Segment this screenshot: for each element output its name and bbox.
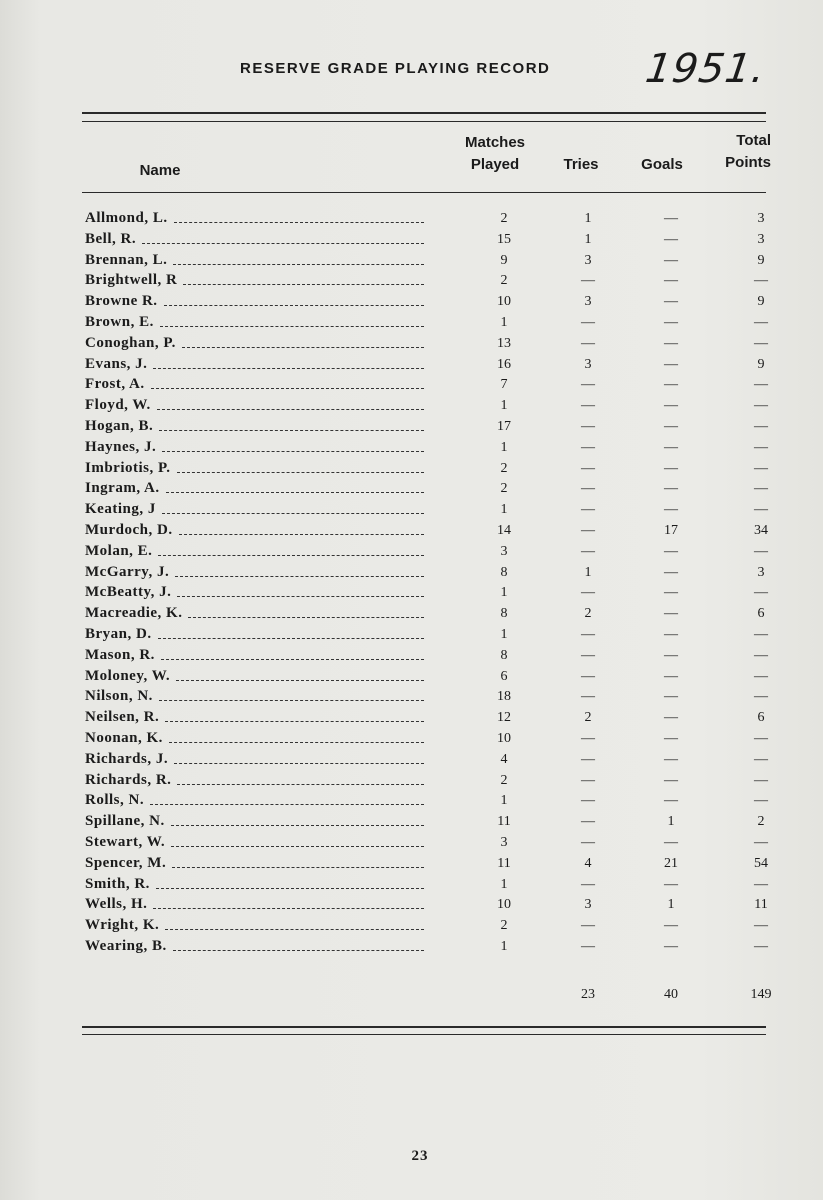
goals-cell: — <box>664 252 678 268</box>
points-cell: — <box>754 481 768 497</box>
player-name: Hogan, B. <box>85 418 154 434</box>
dotted-leader <box>171 846 424 847</box>
player-name: Brennan, L. <box>85 251 168 268</box>
dotted-leader <box>165 929 424 930</box>
tries-cell: — <box>581 751 595 767</box>
goals-cell: — <box>664 294 678 310</box>
goals-cell: — <box>664 543 678 559</box>
points-cell: 3 <box>757 231 765 247</box>
matches-played-cell: 13 <box>497 335 511 351</box>
player-name: Floyd, W. <box>85 397 151 414</box>
dotted-leader <box>164 305 424 306</box>
dotted-leader <box>172 867 424 868</box>
player-name: Haynes, J. <box>85 438 157 455</box>
goals-cell: — <box>664 377 678 393</box>
table-row <box>0 874 823 895</box>
points-cell: — <box>754 502 768 518</box>
table-row <box>0 770 823 791</box>
player-name: Richards, J. <box>85 750 169 767</box>
matches-played-cell: 1 <box>500 315 508 330</box>
tries-cell: — <box>581 398 595 414</box>
player-name: Evans, J. <box>85 355 148 372</box>
tries-cell: — <box>581 460 595 476</box>
matches-played-cell: 10 <box>497 731 511 746</box>
tries-cell: — <box>581 835 595 850</box>
tries-cell: — <box>581 523 595 538</box>
points-cell: — <box>754 772 768 788</box>
goals-cell: — <box>664 439 678 455</box>
points-cell: 9 <box>757 356 765 372</box>
points-cell: 6 <box>757 710 765 726</box>
tries-cell: — <box>581 543 595 559</box>
table-row <box>0 499 823 520</box>
goals-cell: — <box>664 772 678 788</box>
player-name: Brightwell, R <box>85 272 178 289</box>
table-row <box>0 416 823 437</box>
points-cell: — <box>754 668 768 684</box>
table-row <box>0 790 823 811</box>
goals-cell: — <box>664 231 678 247</box>
points-cell: — <box>754 918 768 934</box>
matches-played-cell: 10 <box>497 294 511 310</box>
matches-played-cell: 1 <box>500 439 508 455</box>
points-cell: 2 <box>757 814 765 830</box>
points-cell: — <box>754 793 768 809</box>
points-cell: — <box>754 835 768 850</box>
player-name: Murdoch, D. <box>85 522 173 538</box>
dotted-leader <box>176 680 424 681</box>
table-row <box>0 478 823 499</box>
goals-cell: 1 <box>667 814 675 830</box>
player-name: Smith, R. <box>85 875 150 892</box>
dotted-leader <box>182 347 424 348</box>
matches-played-cell: 6 <box>500 668 508 684</box>
matches-played-cell: 2 <box>500 918 508 934</box>
handwritten-year: 1951. <box>642 46 769 92</box>
player-name: Keating, J <box>85 501 156 518</box>
dotted-leader <box>151 388 424 389</box>
dotted-leader <box>153 908 424 909</box>
player-name: Wells, H. <box>85 896 148 913</box>
tries-cell: — <box>581 814 595 830</box>
player-name: McGarry, J. <box>85 563 170 580</box>
points-cell: 9 <box>757 294 765 310</box>
header-matches-line1: Matches <box>464 134 526 151</box>
dotted-leader <box>153 368 424 369</box>
tries-cell: — <box>581 876 595 892</box>
dotted-leader <box>171 825 424 826</box>
page-title: RESERVE GRADE PLAYING RECORD <box>240 60 551 77</box>
tries-cell: — <box>581 481 595 497</box>
goals-cell: — <box>664 460 678 476</box>
tries-cell: 3 <box>584 897 592 913</box>
total-points: 149 <box>750 987 772 1002</box>
goals-cell: — <box>664 356 678 372</box>
matches-played-cell: 11 <box>497 814 511 830</box>
points-cell: — <box>754 585 768 601</box>
table-row <box>0 229 823 250</box>
matches-played-cell: 1 <box>500 939 508 954</box>
tries-cell: 2 <box>584 710 592 726</box>
player-name: Noonan, K. <box>85 730 163 746</box>
matches-played-cell: 8 <box>500 606 508 622</box>
points-cell: 3 <box>757 564 765 580</box>
page-number: 23 <box>411 1148 429 1164</box>
dotted-leader <box>174 763 424 764</box>
table-row <box>0 686 823 707</box>
table-row <box>0 270 823 291</box>
points-cell: — <box>754 273 768 289</box>
matches-played-cell: 3 <box>500 835 508 850</box>
table-row <box>0 458 823 479</box>
header-tries <box>551 154 611 176</box>
header-name-label: Name <box>139 162 181 179</box>
dotted-leader <box>177 472 424 473</box>
tries-cell: — <box>581 585 595 601</box>
goals-cell: — <box>664 564 678 580</box>
goals-cell: — <box>664 627 678 642</box>
header-points-line2: Points <box>725 154 771 171</box>
tries-cell: — <box>581 419 595 434</box>
points-cell: 11 <box>754 897 768 913</box>
table-row <box>0 354 823 375</box>
tries-cell: — <box>581 731 595 746</box>
table-row <box>0 603 823 624</box>
table-row <box>0 395 823 416</box>
table-row <box>0 728 823 749</box>
goals-cell: — <box>664 647 678 663</box>
matches-played-cell: 1 <box>500 502 508 518</box>
matches-played-cell: 1 <box>500 793 508 809</box>
tries-cell: 3 <box>584 252 592 268</box>
player-name: Moloney, W. <box>85 667 171 684</box>
player-name: Wright, K. <box>85 917 160 934</box>
dotted-leader <box>142 243 424 244</box>
top-rule-secondary <box>82 121 766 122</box>
tries-cell: 2 <box>584 606 592 622</box>
points-cell: — <box>754 751 768 767</box>
points-cell: — <box>754 543 768 559</box>
dotted-leader <box>162 513 424 514</box>
matches-played-cell: 4 <box>500 751 508 767</box>
goals-cell: — <box>664 273 678 289</box>
header-matches <box>455 132 535 176</box>
total-tries: 23 <box>581 987 595 1002</box>
tries-cell: — <box>581 502 595 518</box>
player-name: Nilson, N. <box>85 688 153 705</box>
goals-cell: — <box>664 315 678 330</box>
header-points <box>705 130 771 174</box>
points-cell: — <box>754 647 768 663</box>
points-cell: — <box>754 335 768 351</box>
header-matches-line2: Played <box>470 156 520 173</box>
points-cell: — <box>754 460 768 476</box>
header-goals <box>632 154 692 176</box>
tries-cell: 1 <box>584 211 592 226</box>
tries-cell: — <box>581 273 595 289</box>
points-cell: — <box>754 377 768 393</box>
matches-played-cell: 2 <box>500 772 508 788</box>
dotted-leader <box>158 638 424 639</box>
dotted-leader <box>166 492 424 493</box>
matches-played-cell: 3 <box>500 543 508 559</box>
player-name: Wearing, B. <box>85 938 167 954</box>
points-cell: — <box>754 731 768 746</box>
dotted-leader <box>156 888 424 889</box>
matches-played-cell: 18 <box>497 689 511 705</box>
player-name: Neilsen, R. <box>85 709 160 726</box>
points-cell: 34 <box>754 523 768 538</box>
matches-played-cell: 17 <box>497 419 511 434</box>
dotted-leader <box>160 326 424 327</box>
goals-cell: — <box>664 398 678 414</box>
table-row <box>0 250 823 271</box>
dotted-leader <box>159 700 424 701</box>
dotted-leader <box>161 659 424 660</box>
dotted-leader <box>158 555 424 556</box>
table-row <box>0 915 823 936</box>
goals-cell: — <box>664 751 678 767</box>
table-row <box>0 853 823 874</box>
tries-cell: — <box>581 647 595 663</box>
matches-played-cell: 14 <box>497 523 511 538</box>
bottom-rule <box>82 1026 766 1028</box>
table-row <box>0 312 823 333</box>
player-name: Bell, R. <box>85 230 137 247</box>
points-cell: — <box>754 627 768 642</box>
player-name: Macreadie, K. <box>85 605 183 622</box>
player-name: Browne R. <box>85 293 158 310</box>
points-cell: — <box>754 439 768 455</box>
table-row <box>0 894 823 915</box>
points-cell: 54 <box>754 855 768 871</box>
table-row <box>0 562 823 583</box>
bottom-rule-secondary <box>82 1034 766 1035</box>
header-rule <box>82 192 766 193</box>
points-cell: 6 <box>757 606 765 622</box>
tries-cell: — <box>581 772 595 788</box>
table-row <box>0 707 823 728</box>
goals-cell: — <box>664 419 678 434</box>
player-name: McBeatty, J. <box>85 584 172 601</box>
table-row <box>0 749 823 770</box>
goals-cell: 21 <box>664 855 678 871</box>
matches-played-cell: 1 <box>500 585 508 601</box>
player-name: Imbriotis, P. <box>85 459 171 476</box>
dotted-leader <box>179 534 424 535</box>
table-row <box>0 520 823 541</box>
tries-cell: — <box>581 439 595 455</box>
goals-cell: — <box>664 502 678 518</box>
matches-played-cell: 2 <box>500 211 508 226</box>
points-cell: 9 <box>757 252 765 268</box>
goals-cell: — <box>664 876 678 892</box>
dotted-leader <box>150 804 424 805</box>
dotted-leader <box>177 784 424 785</box>
dotted-leader <box>162 451 424 452</box>
total-goals: 40 <box>664 987 678 1002</box>
matches-played-cell: 2 <box>500 460 508 476</box>
goals-cell: 17 <box>664 523 678 538</box>
goals-cell: — <box>664 585 678 601</box>
player-name: Frost, A. <box>85 376 145 393</box>
tries-cell: 4 <box>584 855 592 871</box>
tries-cell: 1 <box>584 231 592 247</box>
matches-played-cell: 9 <box>500 252 508 268</box>
table-row <box>0 374 823 395</box>
tries-cell: — <box>581 939 595 954</box>
goals-cell: — <box>664 710 678 726</box>
points-cell: — <box>754 398 768 414</box>
matches-played-cell: 1 <box>500 398 508 414</box>
player-name: Richards, R. <box>85 771 172 788</box>
goals-cell: — <box>664 835 678 850</box>
table-row <box>0 541 823 562</box>
matches-played-cell: 1 <box>500 876 508 892</box>
player-name: Ingram, A. <box>85 480 160 497</box>
tries-cell: 3 <box>584 356 592 372</box>
matches-played-cell: 10 <box>497 897 511 913</box>
dotted-leader <box>175 576 424 577</box>
table-row <box>0 645 823 666</box>
matches-played-cell: 2 <box>500 481 508 497</box>
tries-cell: — <box>581 918 595 934</box>
player-name: Molan, E. <box>85 542 153 559</box>
top-rule <box>82 112 766 114</box>
matches-played-cell: 1 <box>500 627 508 642</box>
table-row <box>0 437 823 458</box>
matches-played-cell: 8 <box>500 647 508 663</box>
goals-cell: — <box>664 481 678 497</box>
points-cell: — <box>754 689 768 705</box>
goals-cell: — <box>664 689 678 705</box>
dotted-leader <box>173 264 424 265</box>
matches-played-cell: 8 <box>500 564 508 580</box>
header-tries-label: Tries <box>563 156 599 173</box>
table-row <box>0 582 823 603</box>
tries-cell: — <box>581 335 595 351</box>
dotted-leader <box>157 409 424 410</box>
totals-row <box>0 984 823 1005</box>
player-name: Conoghan, P. <box>85 334 176 351</box>
tries-cell: — <box>581 377 595 393</box>
tries-cell: — <box>581 315 595 330</box>
header-name <box>120 160 200 182</box>
dotted-leader <box>173 950 424 951</box>
goals-cell: — <box>664 606 678 622</box>
dotted-leader <box>188 617 424 618</box>
goals-cell: — <box>664 939 678 954</box>
player-name: Mason, R. <box>85 646 155 663</box>
points-cell: 3 <box>757 211 765 226</box>
dotted-leader <box>177 596 424 597</box>
goals-cell: — <box>664 668 678 684</box>
player-name: Allmond, L. <box>85 210 168 226</box>
matches-played-cell: 11 <box>497 855 511 871</box>
table-row <box>0 936 823 957</box>
table-row <box>0 624 823 645</box>
points-cell: — <box>754 315 768 330</box>
goals-cell: — <box>664 918 678 934</box>
tries-cell: — <box>581 689 595 705</box>
tries-cell: — <box>581 793 595 809</box>
header-goals-label: Goals <box>641 156 683 173</box>
matches-played-cell: 15 <box>497 231 511 247</box>
dotted-leader <box>174 222 424 223</box>
player-name: Stewart, W. <box>85 834 166 850</box>
matches-played-cell: 2 <box>500 273 508 289</box>
matches-played-cell: 7 <box>500 377 508 393</box>
table-row <box>0 666 823 687</box>
tries-cell: — <box>581 627 595 642</box>
table-row <box>0 208 823 229</box>
matches-played-cell: 16 <box>497 356 511 372</box>
table-row <box>0 811 823 832</box>
points-cell: — <box>754 419 768 434</box>
tries-cell: — <box>581 668 595 684</box>
table-row <box>0 832 823 853</box>
goals-cell: — <box>664 335 678 351</box>
dotted-leader <box>165 721 424 722</box>
player-name: Rolls, N. <box>85 792 145 809</box>
goals-cell: — <box>664 793 678 809</box>
dotted-leader <box>159 430 424 431</box>
player-name: Bryan, D. <box>85 626 152 642</box>
goals-cell: — <box>664 731 678 746</box>
dotted-leader <box>169 742 424 743</box>
points-cell: — <box>754 939 768 954</box>
player-name: Spencer, M. <box>85 854 167 871</box>
table-row <box>0 333 823 354</box>
dotted-leader <box>183 284 424 285</box>
player-name: Brown, E. <box>85 314 154 330</box>
header-points-line1: Total <box>736 132 771 149</box>
goals-cell: 1 <box>667 897 675 913</box>
goals-cell: — <box>664 211 678 226</box>
table-row <box>0 291 823 312</box>
points-cell: — <box>754 876 768 892</box>
player-name: Spillane, N. <box>85 813 165 830</box>
matches-played-cell: 12 <box>497 710 511 726</box>
tries-cell: 1 <box>584 564 592 580</box>
tries-cell: 3 <box>584 294 592 310</box>
